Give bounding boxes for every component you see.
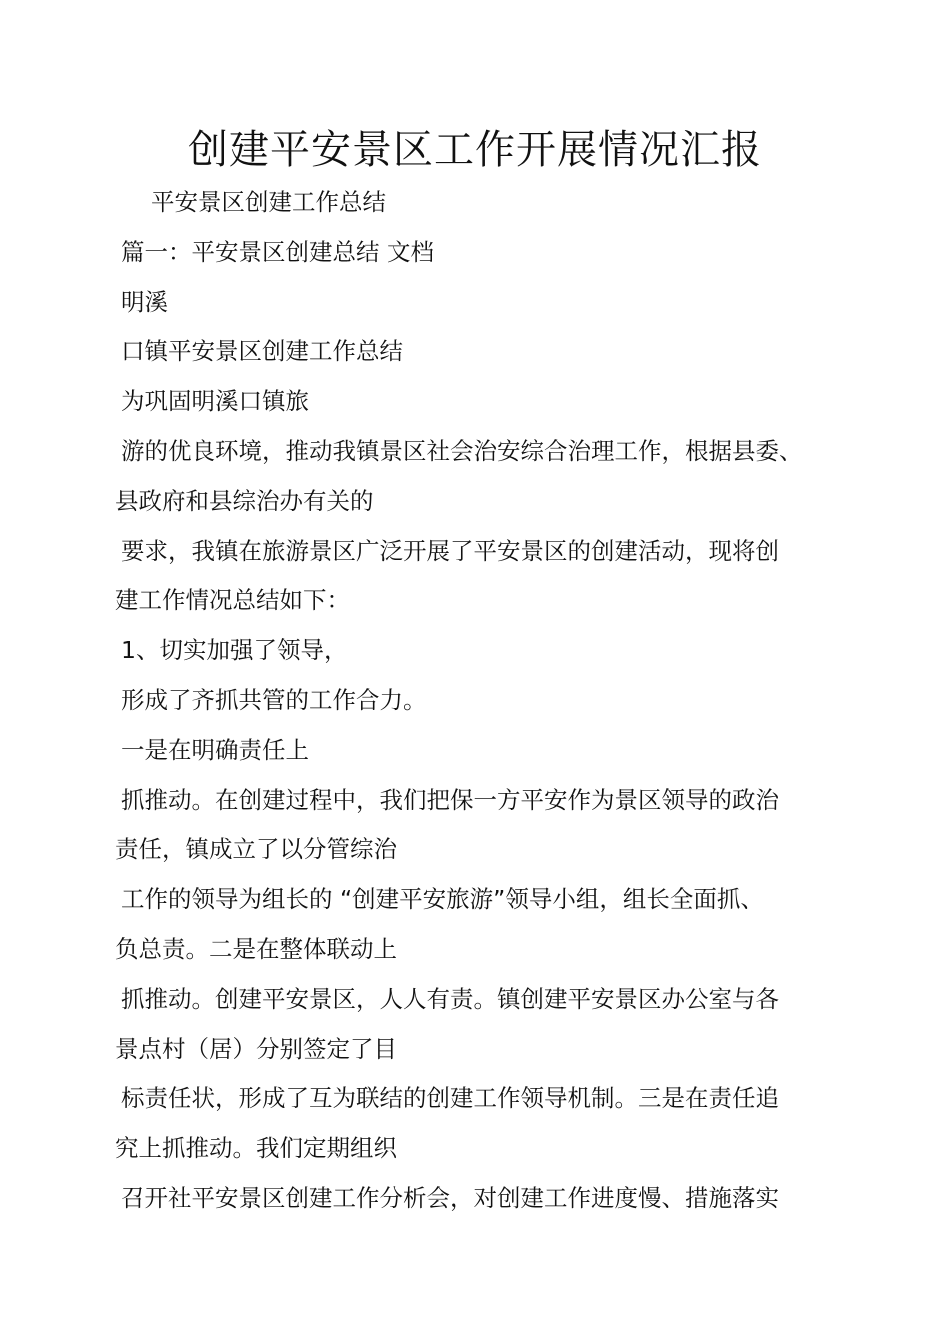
text-line: 口镇平安景区创建工作总结 — [121, 337, 403, 366]
text-line: 建工作情况总结如下： — [115, 586, 350, 615]
subtitle-line: 平安景区创建工作总结 — [151, 188, 386, 216]
document-body — [115, 178, 850, 1224]
text-line: 抓推动。在创建过程中，我们把保一方平安作为景区领导的政治 — [121, 785, 779, 814]
text-line: 负总责。二是在整体联动上 — [115, 934, 397, 963]
text-line: 召开社平安景区创建工作分析会，对创建工作进度慢、措施落实 — [121, 1183, 779, 1212]
text-line: 景点村（居）分别签定了目 — [115, 1034, 397, 1063]
text-line: 要求，我镇在旅游景区广泛开展了平安景区的创建活动，现将创 — [121, 536, 779, 565]
document-title: 创建平安景区工作开展情况汇报 — [188, 127, 762, 173]
text-line: 县政府和县综治办有关的 — [115, 486, 374, 515]
text-line: 抓推动。创建平安景区，人人有责。镇创建平安景区办公室与各 — [121, 984, 779, 1013]
text-line: 一是在明确责任上 — [121, 735, 309, 764]
text-line: 究上抓推动。我们定期组织 — [115, 1134, 397, 1163]
text-line: 1、切实加强了领导， — [121, 636, 348, 665]
text-line: 游的优良环境，推动我镇景区社会治安综合治理工作，根据县委、 — [121, 436, 803, 465]
text-line: 标责任状，形成了互为联结的创建工作领导机制。三是在责任追 — [121, 1084, 779, 1113]
text-line: 为巩固明溪口镇旅 — [121, 387, 309, 416]
text-line: 工作的领导为组长的 “创建平安旅游”领导小组，组长全面抓、 — [121, 885, 764, 914]
text-line: 责任，镇成立了以分管综治 — [115, 835, 397, 864]
text-line: 形成了齐抓共管的工作合力。 — [121, 685, 427, 714]
text-line: 篇一：平安景区创建总结 文档 — [121, 237, 434, 266]
text-line: 明溪 — [121, 287, 168, 316]
